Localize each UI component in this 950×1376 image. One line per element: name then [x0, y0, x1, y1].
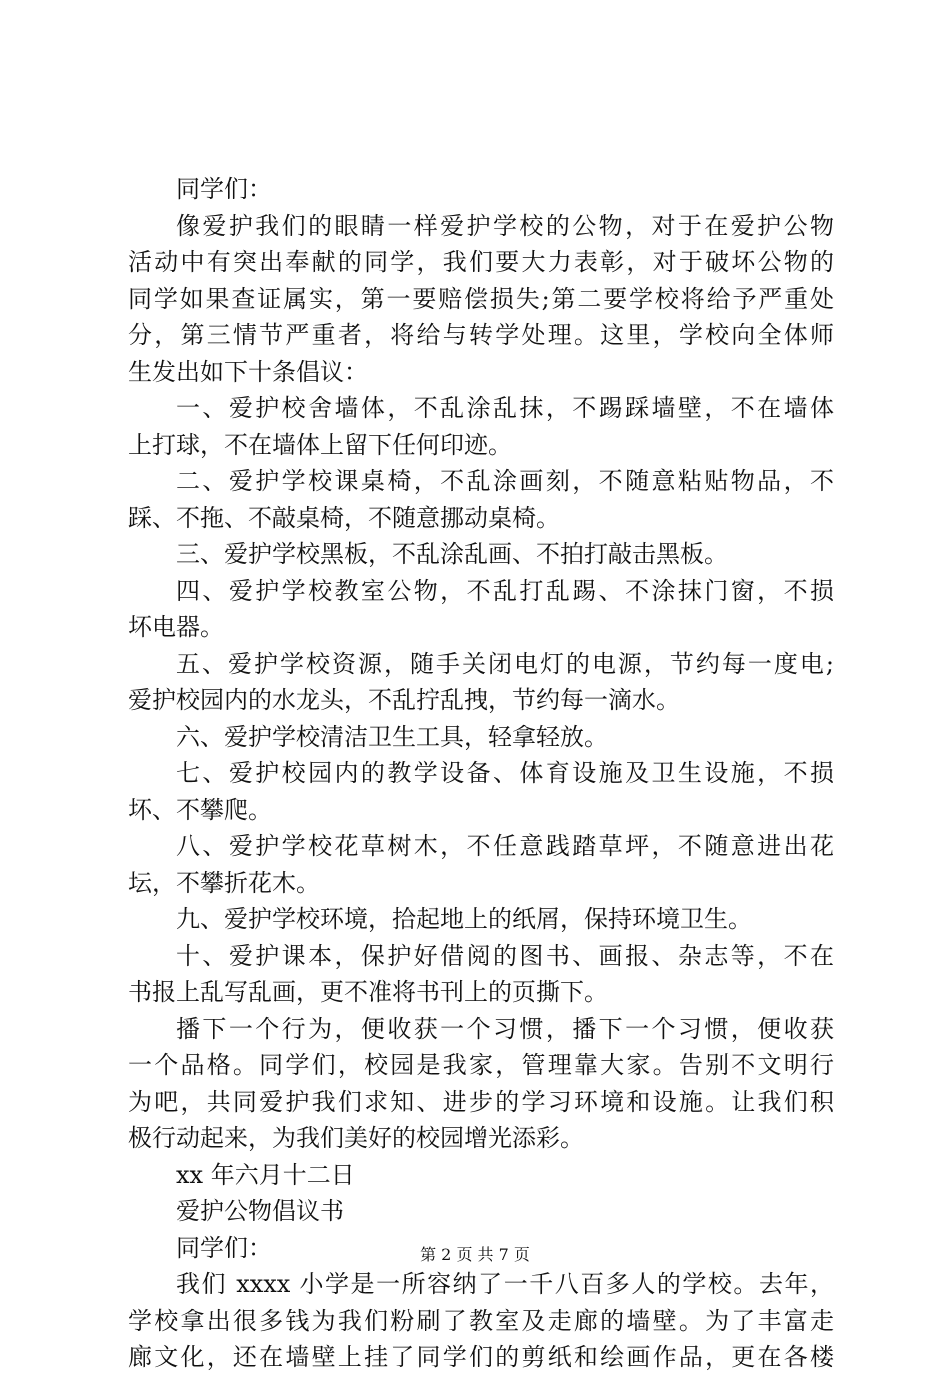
text-line: 我们 xxxx 小学是一所容纳了一千八百多人的学校。去年，: [176, 1270, 834, 1298]
text-line: 二、爱护学校课桌椅，不乱涂画刻，不随意粘贴物品，不: [176, 467, 834, 495]
text-line: 五、爱护学校资源，随手关闭电灯的电源，节约每一度电;: [176, 649, 834, 678]
text-line: 三、爱护学校黑板，不乱涂乱画、不拍打敲击黑板。: [176, 540, 728, 568]
document-body: [128, 171, 834, 1376]
text-line: 学校拿出很多钱为我们粉刷了教室及走廊的墙壁。为了丰富走: [128, 1306, 834, 1335]
text-line: 七、爱护校园内的教学设备、体育设施及卫生设施，不损: [176, 759, 834, 787]
text-line: 十、爱护课本，保护好借阅的图书、画报、杂志等，不在: [176, 941, 834, 970]
text-line: 六、爱护学校清洁卫生工具，轻拿轻放。: [176, 722, 608, 751]
text-line: 坏电器。: [128, 613, 224, 641]
text-line: 坏、不攀爬。: [128, 795, 272, 824]
text-line: 播下一个行为，便收获一个习惯，播下一个习惯，便收获: [176, 1014, 834, 1043]
text-line: 上打球，不在墙体上留下任何印迹。: [128, 430, 512, 459]
text-line: 八、爱护学校花草树木，不任意践踏草坪，不随意进出花: [176, 832, 834, 860]
text-line: 同学们：: [176, 175, 272, 203]
text-line: 爱护校园内的水龙头，不乱拧乱拽，节约每一滴水。: [128, 686, 680, 714]
text-line: 极行动起来，为我们美好的校园增光添彩。: [128, 1124, 584, 1152]
text-line: 生发出如下十条倡议：: [128, 357, 368, 386]
text-line: 一、爱护校舍墙体，不乱涂乱抹，不踢踩墙壁，不在墙体: [176, 394, 834, 422]
text-line: 同学们：: [176, 1233, 272, 1262]
text-line: 一个品格。同学们，校园是我家，管理靠大家。告别不文明行: [128, 1051, 834, 1079]
text-line: 廊文化，还在墙壁上挂了同学们的剪纸和绘画作品，更在各楼: [128, 1343, 834, 1371]
text-line: 爱护公物倡议书: [176, 1197, 344, 1225]
text-line: 活动中有突出奉献的同学，我们要大力表彰，对于破坏公物的: [128, 248, 834, 276]
page-footer: 第 2 页 共 7 页: [420, 1245, 530, 1264]
text-line: 为吧，共同爱护我们求知、进步的学习环境和设施。让我们积: [128, 1087, 834, 1116]
text-line: 坛，不攀折花木。: [128, 868, 320, 897]
text-line: 书报上乱写乱画，更不准将书刊上的页撕下。: [128, 978, 608, 1006]
text-line: 分，第三情节严重者，将给与转学处理。这里，学校向全体师: [128, 321, 834, 349]
text-line: 踩、不拖、不敲桌椅，不随意挪动桌椅。: [128, 503, 560, 532]
text-line: 同学如果查证属实，第一要赔偿损失;第二要学校将给予严重处: [128, 284, 834, 313]
text-line: 九、爱护学校环境，拾起地上的纸屑，保持环境卫生。: [176, 905, 752, 933]
text-line: 四、爱护学校教室公物，不乱打乱踢、不涂抹门窗，不损: [176, 576, 834, 605]
text-line: xx 年六月十二日: [176, 1160, 355, 1189]
text-line: 像爱护我们的眼睛一样爱护学校的公物，对于在爱护公物: [176, 211, 834, 240]
